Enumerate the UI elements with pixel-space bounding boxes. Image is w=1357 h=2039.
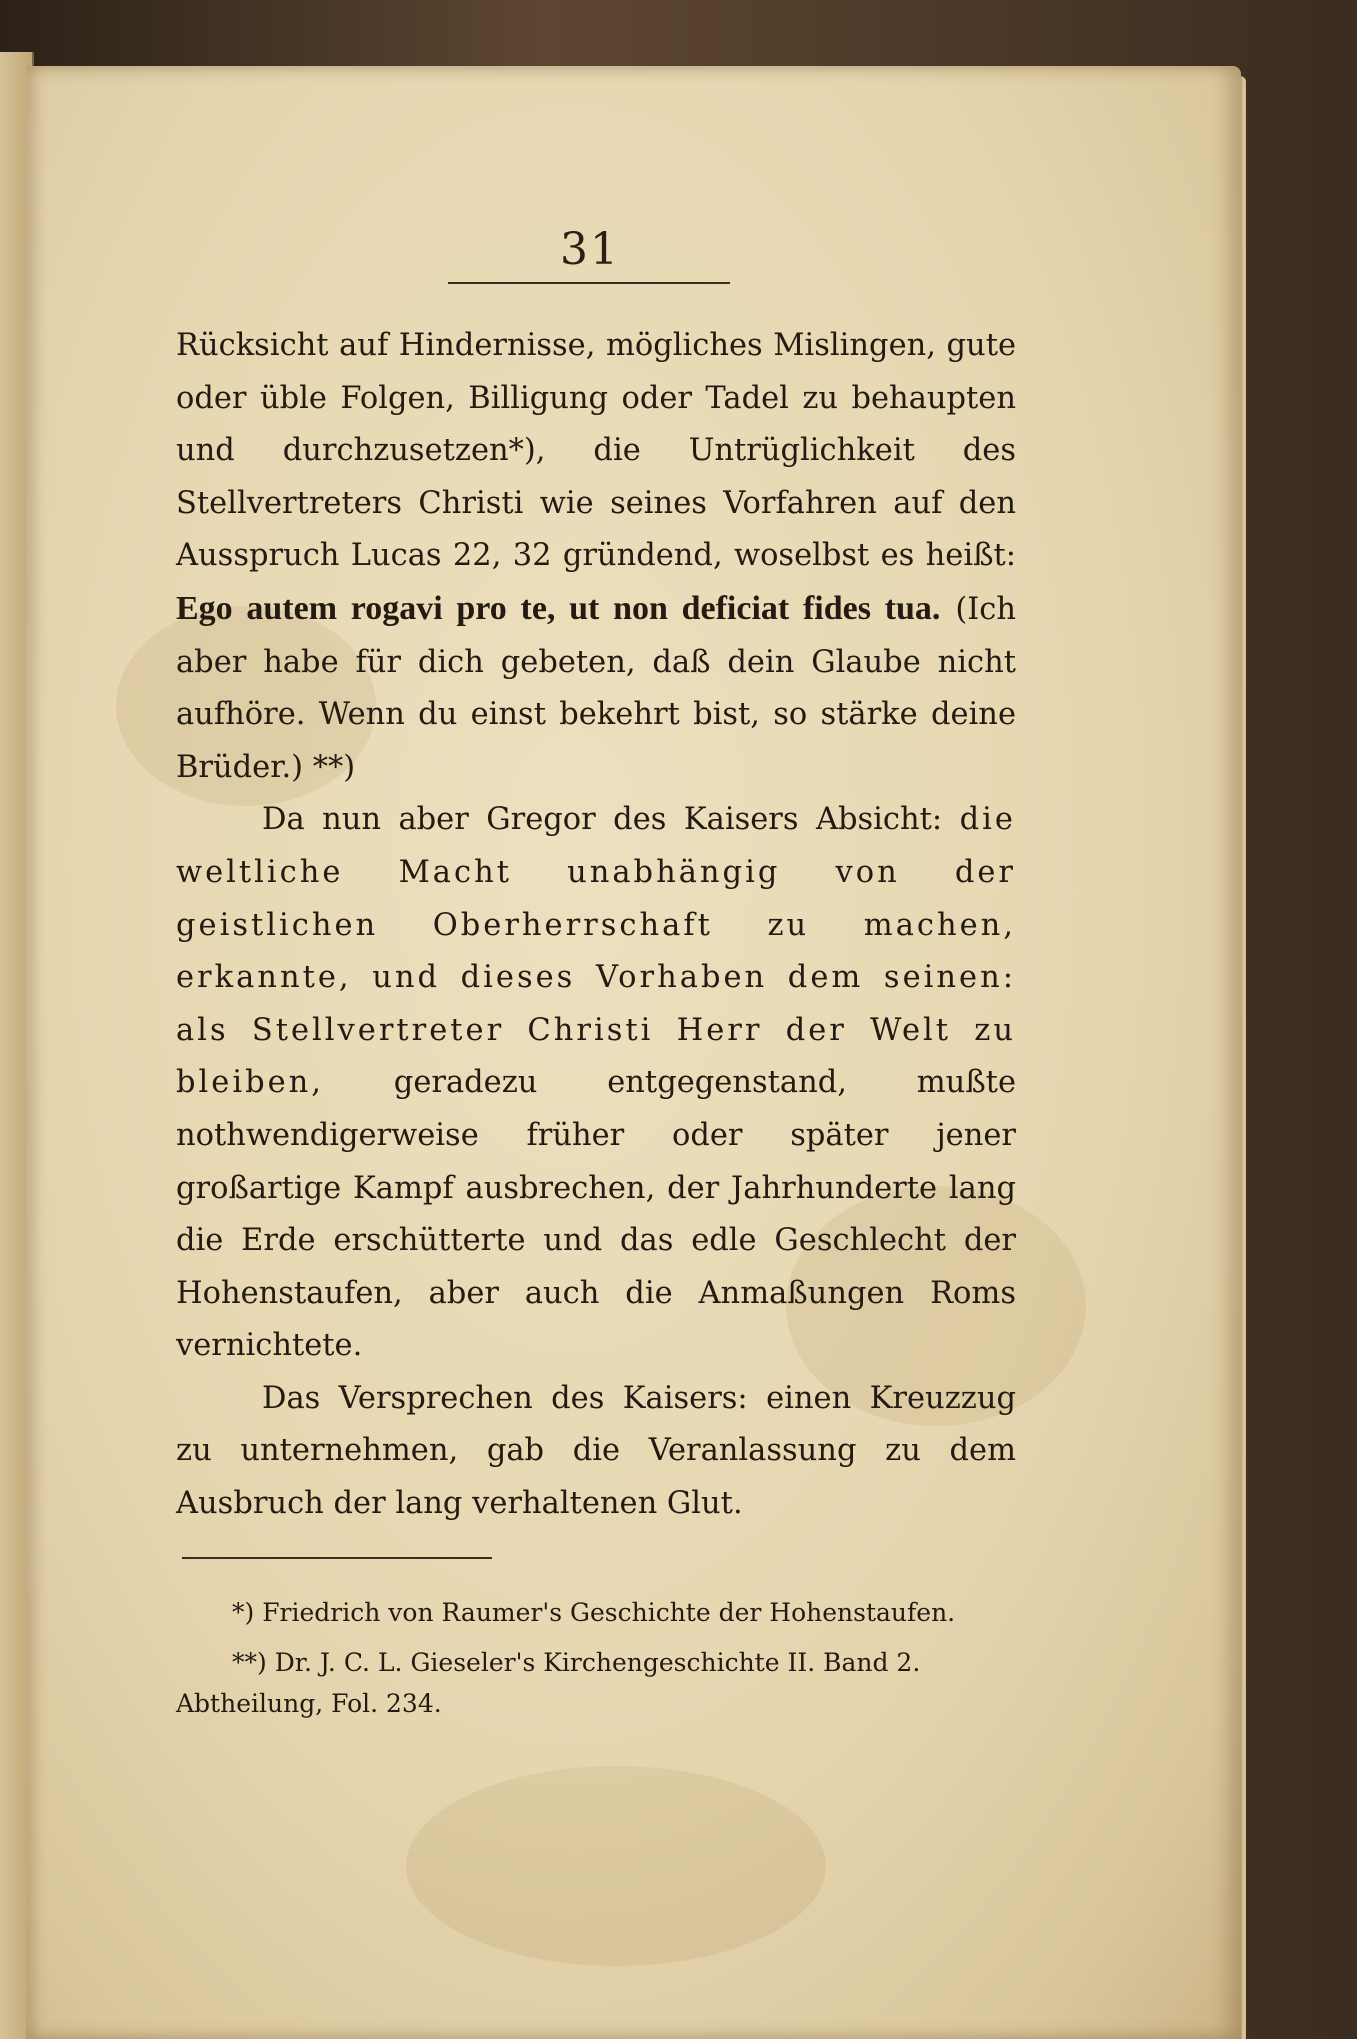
footnote-marker: **) bbox=[232, 1648, 275, 1677]
footnote bbox=[176, 1642, 1026, 1724]
footnote-marker: *) bbox=[232, 1598, 263, 1627]
paragraph bbox=[176, 320, 1016, 794]
emphasized-text: erkannte, und dieses Vorhaben dem seinen: als Stellvertreter Christi Herr der Welt zu bleiben, bbox=[176, 960, 1016, 1101]
emphasized-text: die weltliche Macht unabhängig von der geistlichen Oberherrschaft zu machen, bbox=[176, 802, 1016, 943]
text-run: (Ich aber habe für dich gebeten, daß dein Glaube nicht aufhöre. Wenn du einst bekehrt bist, so stärke deine Brüder.) **) bbox=[176, 591, 1017, 785]
body-text bbox=[176, 320, 1016, 1531]
page-number: 31 bbox=[560, 224, 620, 275]
footnotes bbox=[176, 1592, 1026, 1733]
text-run: Rücksicht auf Hindernisse, mögliches Mislingen, gute oder üble Folgen, Billigung oder Tadel zu behaupten und durchzusetzen*), die Untrüglichkeit des Stellvertreters Christi wie seines Vorfahren auf den Ausspruch Lucas 22, 32 gründend, woselbst es heißt: bbox=[176, 328, 1016, 574]
header-rule bbox=[448, 282, 730, 284]
footnote-text: Friedrich von Raumer's Geschichte der Hohenstaufen. bbox=[262, 1598, 956, 1627]
text-run: Das Versprechen des Kaisers: einen Kreuzzug zu unternehmen, gab die Veranlassung zu dem Ausbruch der lang verhaltenen Glut. bbox=[176, 1380, 1016, 1522]
text-run: Da nun aber Gregor des Kaisers Absicht: bbox=[262, 802, 960, 838]
paragraph bbox=[176, 794, 1016, 1373]
paragraph bbox=[176, 1373, 1016, 1531]
footnote-rule bbox=[182, 1557, 492, 1559]
text-run: geradezu entgegenstand, mußte nothwendigerweise früher oder später jener großartige Kampf ausbrechen, der Jahrhunderte lang die Erde erschütterte und das edle Geschlecht der Hohenstaufen, aber auch die Anmaßungen Roms vernichtete. bbox=[176, 1065, 1016, 1364]
paper-stain bbox=[406, 1766, 826, 1966]
footnote-text: Dr. J. C. L. Gieseler's Kirchengeschichte II. Band 2. Abtheilung, Fol. 234. bbox=[176, 1648, 921, 1718]
footnote bbox=[176, 1592, 1026, 1633]
latin-quote: Ego autem rogavi pro te, ut non deficiat fides tua. bbox=[176, 589, 941, 627]
